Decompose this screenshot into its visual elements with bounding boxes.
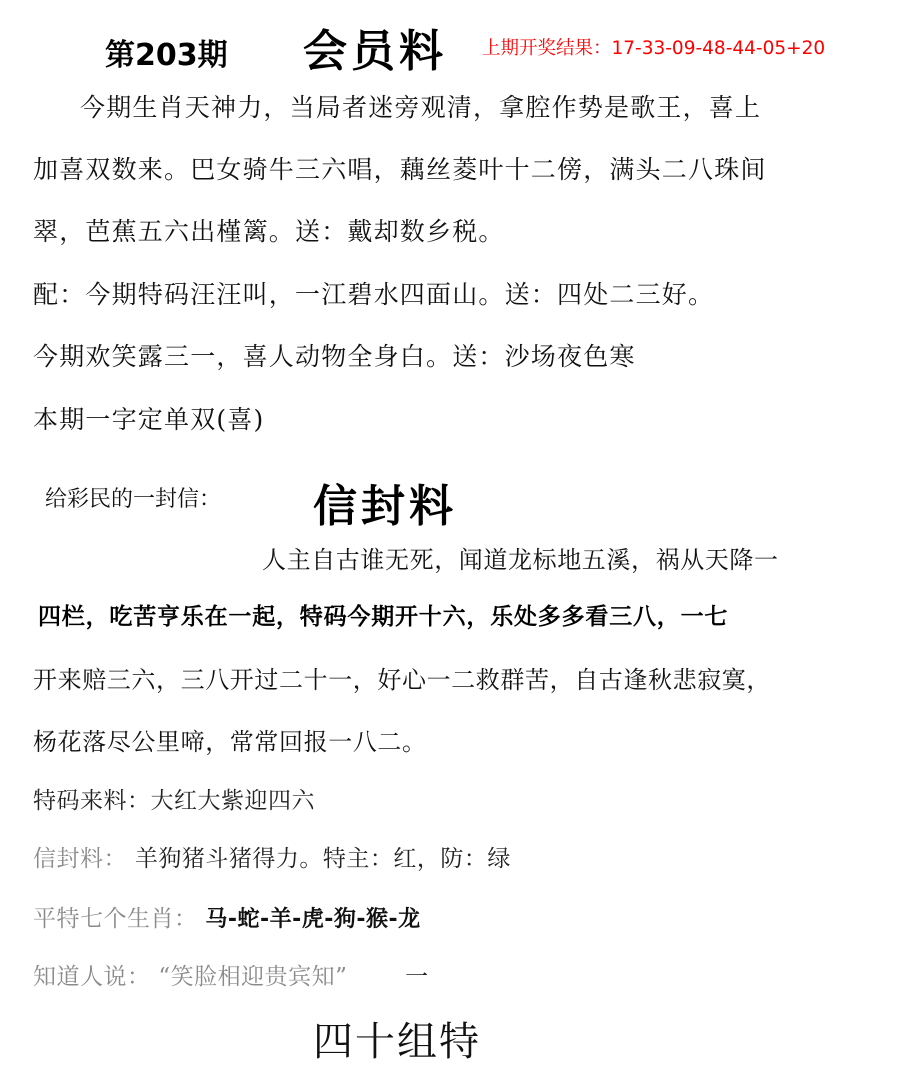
- last-draw-result: 上期开奖结果：17-33-09-48-44-05+20: [482, 38, 826, 59]
- page-title: 会员料: [303, 26, 447, 77]
- zodiac-seven-line: [33, 900, 421, 933]
- forty-groups-label: 四十组特: [313, 1019, 481, 1065]
- member-text-line-4: 配：今期特码汪汪叫，一江碧水四面山。送：四处二三好。: [33, 280, 715, 309]
- hint-text: 羊狗猪斗猪得力。特主：红，防：绿: [134, 846, 511, 872]
- quote-suffix: 一: [405, 964, 429, 990]
- envelope-line-2: 四栏，吃苦亨乐在一起，特码今期开十六，乐处多多看三八，一七: [38, 603, 729, 630]
- envelope-line-4: 杨花落尽公里啼，常常回报一八二。: [33, 728, 427, 756]
- hint-label: 信封料：: [33, 846, 127, 872]
- envelope-line-3: 开来赔三六，三八开过二十一，好心一二救群苦，自古逢秋悲寂寞，: [33, 666, 771, 694]
- zodiac-seven-value: 马-蛇-羊-虎-狗-猴-龙: [205, 907, 421, 932]
- member-text-line-1: 今期生肖天神力，当局者迷旁观清，拿腔作势是歌王，喜上: [80, 93, 762, 122]
- quote-line: [33, 958, 429, 991]
- member-text-line-3: 翠，芭蕉五六出槿篱。送：戴却数乡税。: [33, 217, 505, 246]
- issue-number: 第203期: [105, 38, 228, 73]
- envelope-title: 信封料: [313, 481, 457, 532]
- member-text-line-5: 今期欢笑露三一，喜人动物全身白。送：沙场夜色寒: [33, 342, 636, 371]
- quote-text: “笑脸相迎贵宾知”: [158, 964, 348, 990]
- envelope-intro: 给彩民的一封信：: [45, 487, 222, 512]
- zodiac-seven-label: 平特七个生肖：: [33, 906, 198, 932]
- member-text-line-6: 本期一字定单双(喜): [33, 405, 265, 434]
- hint-line: [33, 840, 511, 873]
- envelope-line-1: 人主自古谁无死，闻道龙标地五溪，祸从天降一: [262, 546, 779, 574]
- member-text-line-2: 加喜双数来。巴女骑牛三六唱，藕丝菱叶十二傍，满头二八珠间: [33, 155, 767, 184]
- quote-label: 知道人说：: [33, 964, 151, 990]
- special-code-line: 特码来料：大红大紫迎四六: [33, 788, 315, 814]
